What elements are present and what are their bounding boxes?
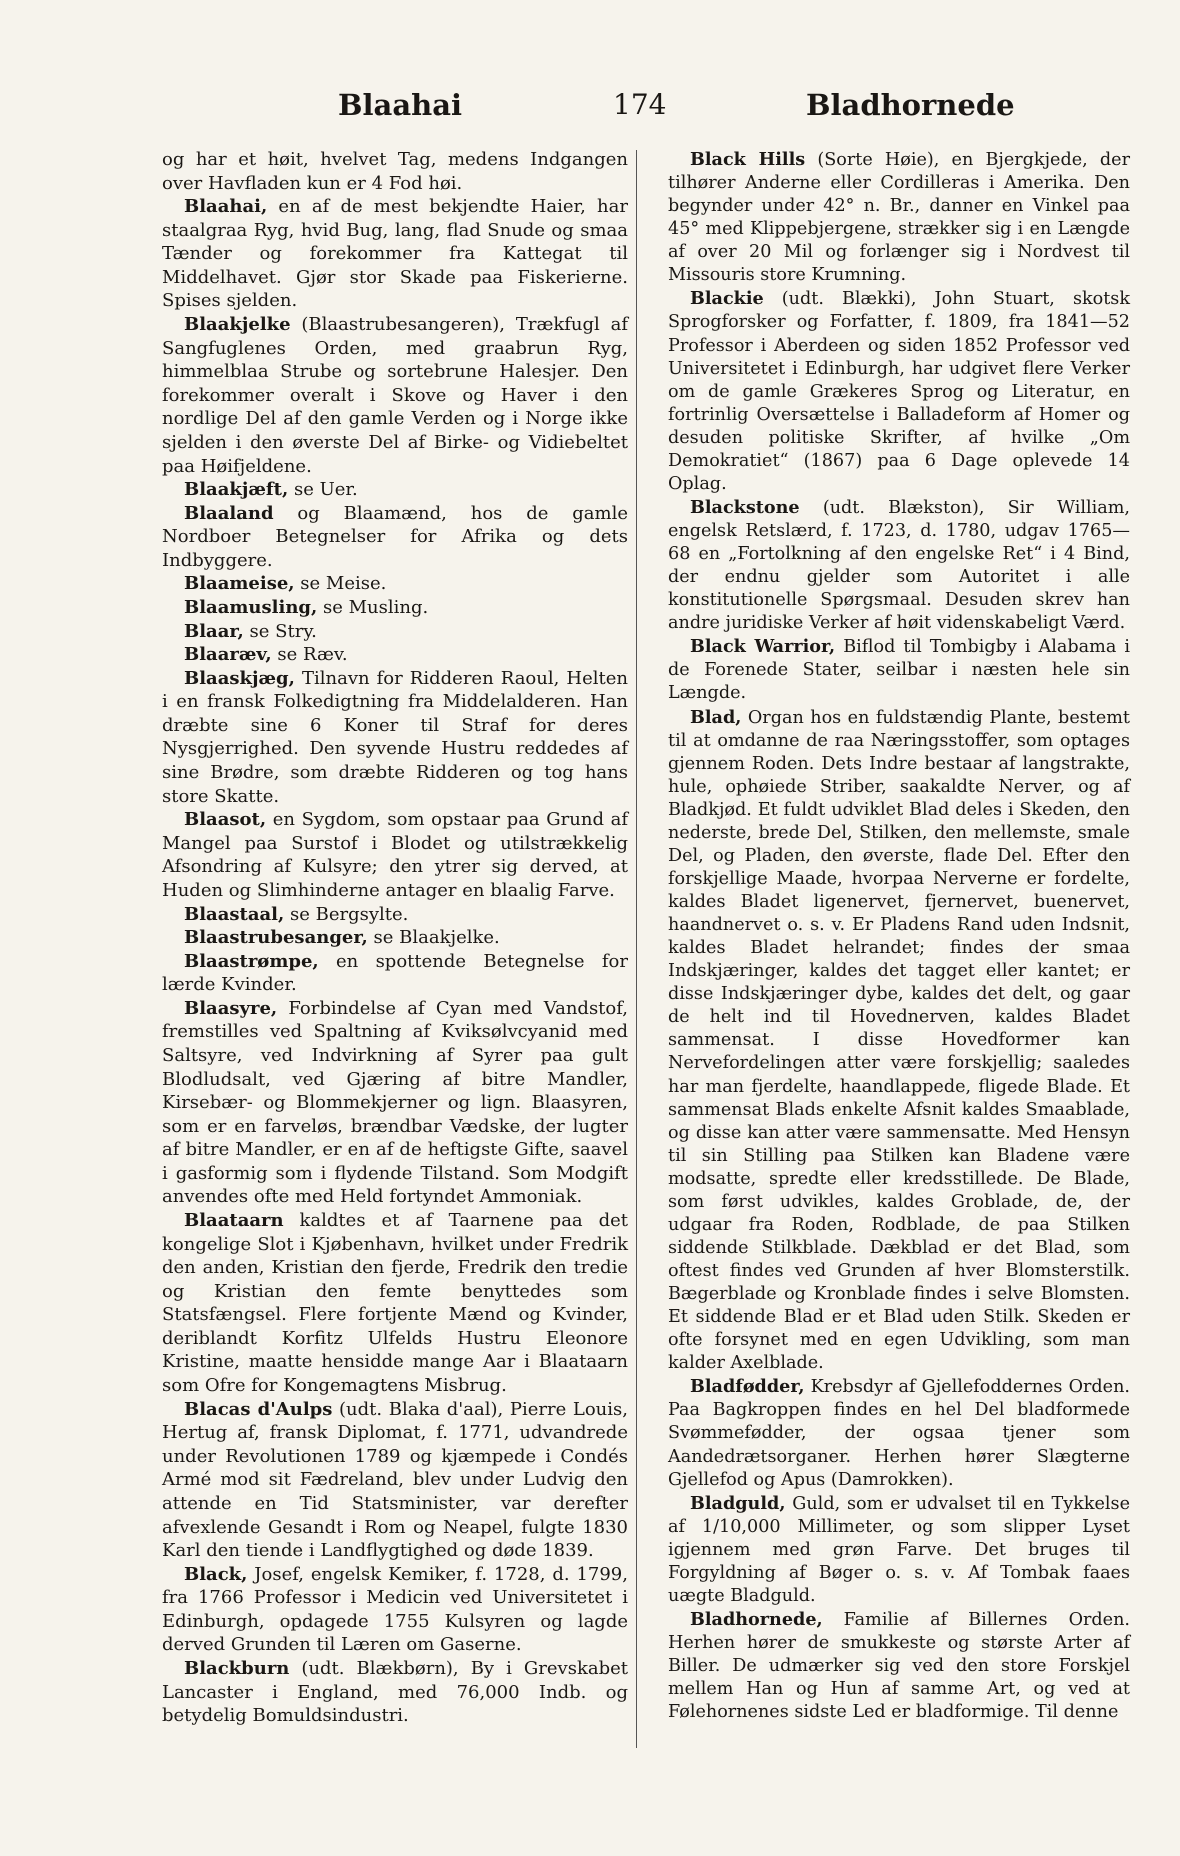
dictionary-entry — [162, 572, 628, 596]
entry-text: se Uer. — [288, 479, 358, 501]
entry-headword: Bladhornede, — [690, 1608, 823, 1630]
page-number: 174 — [613, 88, 667, 121]
entry-text: se Meise. — [294, 573, 387, 595]
column-divider — [636, 150, 637, 1748]
entry-headword: Blackstone — [690, 496, 800, 518]
entry-headword: Blaahai, — [184, 196, 268, 218]
dictionary-entry — [668, 706, 1130, 1376]
entry-text: se Blaakjelke. — [367, 927, 500, 949]
entry-headword: Blad, — [690, 706, 742, 728]
entry-text: (udt. Blaka d'aal), Pierre Louis, Hertug af, fransk Diplomat, f. 1771, udvandrede under Revolutionen 1789 og kjæmpede i Condés Armé mod sit Fædreland, blev under Ludvig den attende en Tid Statsminister, var derefter afvexlende Gesandt i Rom og Neapel, fulgte 1830 Karl den tiende i Landflygtighed og døde 1839. — [162, 1398, 628, 1562]
dictionary-entry — [162, 313, 628, 478]
entry-headword: Blackburn — [184, 1658, 290, 1679]
entry-text: og har et høit, hvelvet Tag, medens Indgangen over Havfladen kun er 4 Fod høi. — [162, 149, 628, 194]
entry-text: se Ræv. — [271, 644, 348, 666]
entry-headword: Blaataarn — [184, 1210, 284, 1232]
dictionary-entry — [162, 596, 628, 620]
entry-text: en af de mest bekjendte Haier, har staalgraa Ryg, hvid Bug, lang, flad Snude og smaa Tænder og forekommer fra Kattegat til Middelhavet. Gjør stor Skade paa Fiskerierne. Spises sjelden. — [162, 196, 628, 312]
dictionary-entry — [162, 478, 628, 502]
entry-headword: Black, — [184, 1563, 248, 1585]
entry-headword: Blaakjæft, — [184, 479, 289, 501]
header-right-word: Bladhornede — [806, 88, 1015, 122]
entry-headword: Blaastaal, — [184, 903, 285, 925]
entry-text: (Sorte Høie), en Bjergkjede, der tilhører Anderne eller Cordilleras i Amerika. Den begynder under 42° n. Br., danner en Vinkel paa 45° med Klippebjergene, strækker sig i en Længde af over 20 Mil og forlænger sig i Nordvest til Missouris store Krumning. — [668, 150, 1130, 286]
dictionary-entry — [162, 1563, 628, 1657]
dictionary-entry — [668, 287, 1130, 496]
entry-headword: Blacas d'Aulps — [184, 1398, 333, 1420]
entry-headword: Black Warrior, — [690, 636, 836, 658]
entry-headword: Blaar, — [184, 620, 244, 642]
entry-headword: Blaastrømpe, — [184, 950, 319, 972]
entry-text: Krebsdyr af Gjellefoddernes Orden. Paa Bagkroppen findes en hel Del bladformede Svømmefødder, der ogsaa tjener som Aandedrætsorganer. Herhen hører Slægterne Gjellefod og Apus (Damrokken). — [668, 1377, 1130, 1490]
entry-headword: Blaaland — [184, 502, 274, 524]
entry-headword: Blackie — [690, 288, 764, 310]
entry-text: se Bergsylte. — [284, 903, 409, 925]
dictionary-entry — [162, 1398, 628, 1563]
entry-text: (udt. Blækston), Sir William, engelsk Retslærd, f. 1723, d. 1780, udgav 1765—68 en „Fortolkning af den engelske Ret“ i 4 Bind, der endnu gjelder som Autoritet i alle konstitutionelle Spørgsmaal. Desuden skrev han andre juridiske Verker af høit videnskabeligt Værd. — [668, 497, 1130, 634]
entry-text: og Blaamænd, hos de gamle Nordboer Betegnelser for Afrika og dets Indbyggere. — [162, 502, 628, 571]
entry-headword: Blaaskjæg, — [184, 667, 295, 689]
dictionary-entry — [162, 1209, 628, 1398]
entry-headword: Bladfødder, — [690, 1376, 805, 1398]
dictionary-entry — [162, 620, 628, 644]
entry-text: Organ hos en fuldstændig Plante, bestemt til at omdanne de raa Næringsstoffer, som optages gjennem Roden. Dets Indre bestaar af langstrakte, hule, ophøiede Striber, saakaldte Nerver, og af Bladkjød. Et fuldt udviklet Blad deles i Skeden, den nederste, brede Del, Stilken, den mellemste, smale Del, og Pladen, den øverste, flade Del. Efter den forskjellige Maade, hvorpaa Nerverne er fordelte, kaldes Bladet ligenervet, fjernervet, buenervet, haandnervet o. s. v. Er Pladens Rand uden Indsnit, kaldes Bladet helrandet; findes der smaa Indskjæringer, kaldes det tagget eller kantet; er disse Indskjæringer dybe, kaldes det delt, og gaar de helt ind til Hovednerven, kaldes Bladet sammensat. I disse Hovedformer kan Nervefordelingen atter være forskjellig; saaledes har man fjerdelte, haandlappede, fligede Blade. Et sammensat Blads enkelte Afsnit kaldes Smaablade, og disse kan atter være sammensatte. Med Hensyn til sin Stilling paa Stilken kan Bladene være modsatte, spredte eller kredsstillede. De Blade, som først udvikles, kaldes Groblade, de, der udgaar fra Roden, Rodblade, de paa Stilken siddende Stilkblade. Dækblad er det Blad, som oftest findes ved Grunden af hver Blomsterstilk. Bægerblade og Kronblade findes i selve Blomsten. Et siddende Blad er et Blad uden Stilk. Skeden er ofte forsynet med en egen Udvikling, som man kalder Axelblade. — [668, 707, 1130, 1374]
entry-headword: Blaasot, — [184, 809, 267, 831]
dictionary-entry — [668, 635, 1130, 705]
dictionary-entry — [162, 808, 628, 902]
dictionary-entry — [162, 643, 628, 667]
entry-text: Biflod til Tombigby i Alabama i de Forenede Stater, seilbar i næsten hele sin Længde. — [668, 637, 1130, 704]
dictionary-entry — [668, 1608, 1130, 1724]
entry-headword: Blaaræv, — [184, 644, 272, 666]
entry-text: (Blaastrubesangeren), Trækfugl af Sangfuglenes Orden, med graabrun Ryg, himmelblaa Strube og sortebrune Halesjer. Den forekommer overalt i Skove og Haver i den nordlige Del af den gamle Verden og i Norge ikke sjelden i den øverste Del af Birke- og Vidiebeltet paa Høifjeldene. — [162, 314, 628, 477]
entry-text: (udt. Blækbørn), By i Grevskabet Lancaster i England, med 76,000 Indb. og betydelig Bomuldsindustri. — [162, 1658, 628, 1727]
dictionary-entry — [162, 950, 628, 997]
entry-text: (udt. Blækki), John Stuart, skotsk Sprogforsker og Forfatter, f. 1809, fra 1841—52 Professor i Aberdeen og siden 1852 Professor ved Universitetet i Edinburgh, har udgivet flere Verker om de gamle Grækeres Sprog og Literatur, en fortrinlig Oversættelse i Balladeform af Homer og desuden politiske Skrifter, af hvilke „Om Demokratiet“ (1867) paa 6 Dage oplevede 14 Oplag. — [668, 289, 1130, 494]
dictionary-entry — [162, 926, 628, 950]
entry-headword: Blaasyre, — [184, 997, 278, 1019]
entry-headword: Blaameise, — [184, 573, 295, 595]
entry-text: Forbindelse af Cyan med Vandstof, fremstilles ved Spaltning af Kviksølvcyanid med Saltsyre, ved Indvirkning af Syrer paa gult Blodludsalt, ved Gjæring af bitre Mandler, Kirsebær- og Blommekjerner og lign. Blaasyren, som er en farveløs, brændbar Vædske, der lugter af bitre Mandler, er en af de heftigste Gifte, saavel i gasformig som i flydende Tilstand. Som Modgift anvendes ofte med Held fortyndet Ammoniak. — [162, 997, 628, 1208]
page-header — [148, 88, 1128, 128]
entry-headword: Blaastrubesanger, — [184, 927, 368, 949]
dictionary-entry — [162, 997, 628, 1209]
entry-headword: Blaakjelke — [184, 314, 291, 336]
entry-text: kaldtes et af Taarnene paa det kongelige Slot i Kjøbenhavn, hvilket under Fredrik den anden, Kristian den fjerde, Fredrik den tredie og Kristian den femte benyttedes som Statsfængsel. Flere fortjente Mænd og Kvinder, deriblandt Korfitz Ulfelds Hustru Eleonore Kristine, maatte hensidde mange Aar i Blaataarn som Ofre for Kongemagtens Misbrug. — [162, 1210, 628, 1397]
dictionary-entry — [668, 1375, 1130, 1491]
entry-text: en spottende Betegnelse for lærde Kvinder. — [162, 950, 628, 996]
dictionary-entry — [162, 667, 628, 808]
entry-text: en Sygdom, som opstaar paa Grund af Mangel paa Surstof i Blodet og utilstrækkelig Afsondring af Kulsyre; den ytrer sig derved, at Huden og Slimhinderne antager en blaalig Farve. — [162, 809, 628, 901]
dictionary-entry — [668, 148, 1130, 287]
dictionary-entry — [162, 148, 628, 195]
entry-text: Guld, som er udvalset til en Tykkelse af 1/10,000 Millimeter, og som slipper Lyset igjennem med grøn Farve. Det bruges til Forgyldning af Bøger o. s. v. Af Tombak faaes uægte Bladguld. — [668, 1493, 1130, 1606]
dictionary-entry — [162, 1657, 628, 1728]
dictionary-entry — [668, 496, 1130, 635]
left-column — [162, 148, 628, 1728]
dictionary-entry — [162, 195, 628, 313]
entry-text: Josef, engelsk Kemiker, f. 1728, d. 1799, fra 1766 Professor i Medicin ved Universitetet i Edinburgh, opdagede 1755 Kulsyren og lagde derved Grunden til Læren om Gaserne. — [162, 1563, 628, 1656]
header-left-word: Blaahai — [338, 88, 463, 122]
entry-text: se Musling. — [317, 596, 429, 618]
entry-text: se Stry. — [243, 620, 317, 642]
entry-headword: Bladguld, — [690, 1492, 786, 1514]
right-column — [668, 148, 1130, 1724]
entry-headword: Black Hills — [690, 149, 806, 170]
entry-headword: Blaamusling, — [184, 596, 318, 618]
entry-text: Tilnavn for Ridderen Raoul, Helten i en fransk Folkedigtning fra Middelalderen. Han dræbte sine 6 Koner til Straf for deres Nysgjerrighed. Den syvende Hustru reddedes af sine Brødre, som dræbte Ridderen og tog hans store Skatte. — [162, 667, 628, 807]
dictionary-entry — [668, 1492, 1130, 1608]
dictionary-entry — [162, 502, 628, 573]
dictionary-entry — [162, 903, 628, 927]
entry-text: Familie af Billernes Orden. Herhen hører de smukkeste og største Arter af Biller. De udmærker sig ved den store Forskjel mellem Han og Hun af samme Art, og ved at Følehornenes sidste Led er bladformige. Til denne — [668, 1609, 1130, 1723]
